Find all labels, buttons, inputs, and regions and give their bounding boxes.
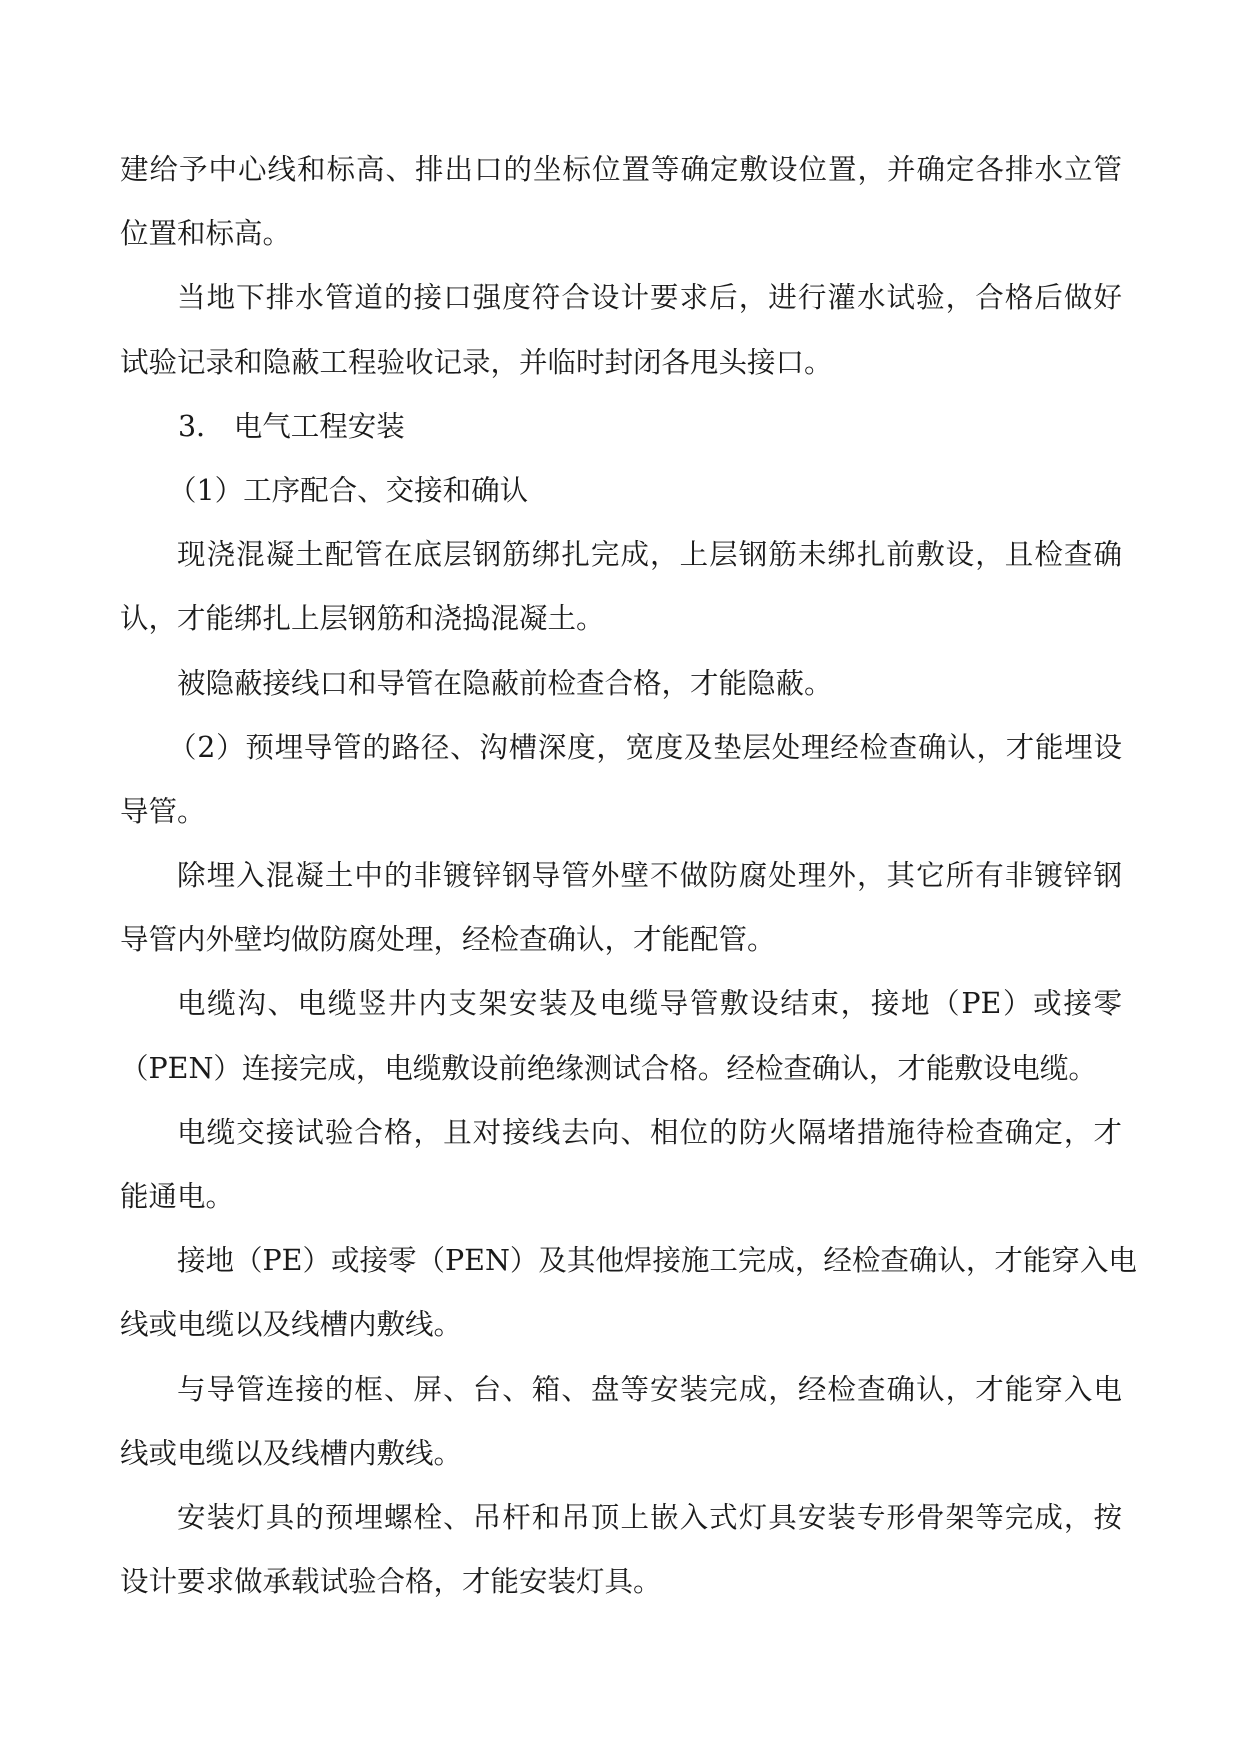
text-line: 电缆交接试验合格，且对接线去向、相位的防火隔堵措施待检查确定，才	[177, 1115, 1122, 1149]
body-text	[120, 153, 1137, 1630]
text-line: 被隐蔽接线口和导管在隐蔽前检查合格，才能隐蔽。	[177, 666, 833, 700]
text-line: 除埋入混凝土中的非镀锌钢导管外壁不做防腐处理外，其它所有非镀锌钢	[177, 859, 1122, 893]
text-line: 电缆沟、电缆竖井内支架安装及电缆导管敷设结束，接地（PE）或接零	[177, 987, 1122, 1021]
text-line: 当地下排水管道的接口强度符合设计要求后，进行灌水试验，合格后做好	[177, 281, 1122, 315]
text-line: 现浇混凝土配管在底层钢筋绑扎完成，上层钢筋未绑扎前敷设，且检查确	[177, 538, 1122, 572]
text-line: 能通电。	[120, 1180, 235, 1213]
text-line: 线或电缆以及线槽内敷线。	[120, 1436, 463, 1470]
text-line: 认，才能绑扎上层钢筋和浇捣混凝土。	[120, 602, 605, 636]
text-line: 导管。	[120, 794, 206, 828]
text-line: 接地（PE）或接零（PEN）及其他焊接施工完成，经检查确认，才能穿入电	[177, 1244, 1137, 1278]
text-line: （PEN）连接完成，电缆敷设前绝缘测试合格。经检查确认，才能敷设电缆。	[120, 1051, 1097, 1085]
text-line: 试验记录和隐蔽工程验收记录，并临时封闭各甩头接口。	[120, 345, 833, 379]
text-line: 设计要求做承载试验合格，才能安装灯具。	[120, 1565, 662, 1599]
text-line: 位置和标高。	[120, 217, 292, 251]
text-line: 线或电缆以及线槽内敷线。	[120, 1308, 463, 1342]
text-line: 建给予中心线和标高、排出口的坐标位置等确定敷设位置，并确定各排水立管	[120, 153, 1122, 186]
section-heading: 3． 电气工程安装	[178, 409, 405, 443]
subsection-heading: （1）工序配合、交接和确认	[168, 473, 529, 507]
text-line: 导管内外壁均做防腐处理，经检查确认，才能配管。	[120, 923, 776, 957]
text-line: （2）预埋导管的路径、沟槽深度，宽度及垫层处理经检查确认，才能埋设	[168, 730, 1122, 764]
text-line: 与导管连接的框、屏、台、箱、盘等安装完成，经检查确认，才能穿入电	[177, 1372, 1122, 1406]
text-line: 安装灯具的预埋螺栓、吊杆和吊顶上嵌入式灯具安装专形骨架等完成，按	[177, 1500, 1122, 1534]
